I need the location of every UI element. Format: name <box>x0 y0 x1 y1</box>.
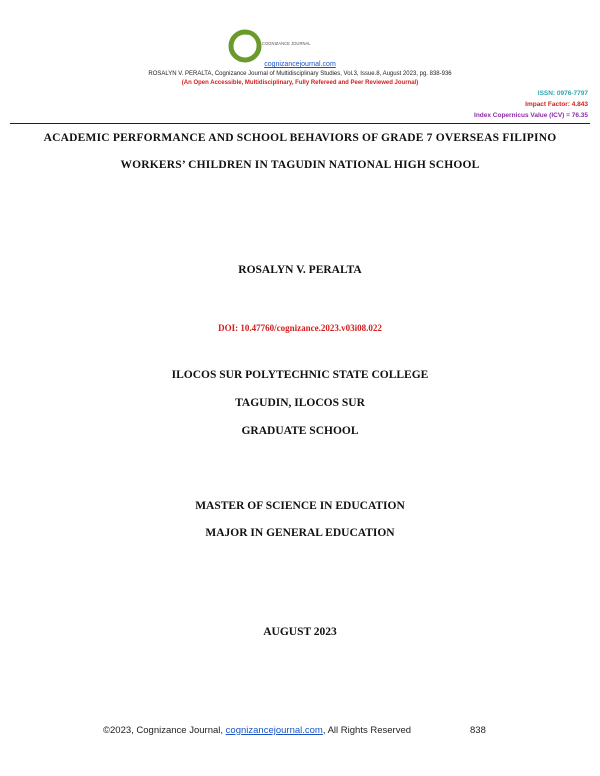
doi-link[interactable]: DOI: 10.47760/cognizance.2023.v03i08.022 <box>218 323 382 333</box>
institution-name: ILOCOS SUR POLYTECHNIC STATE COLLEGE <box>171 369 429 381</box>
icv-label: Index Copernicus Value (ICV) = 76.35 <box>474 112 588 119</box>
impact-factor-label: Impact Factor: 4.843 <box>525 101 588 108</box>
citation-line: ROSALYN V. PERALTA, Cognizance Journal of Multidisciplinary Studies, Vol.3, Issue.8, August 2023, pg. 838-936 <box>148 71 452 77</box>
journal-logo <box>228 28 311 64</box>
degree-name: MASTER OF SCIENCE IN EDUCATION <box>195 500 405 512</box>
issn-label: ISSN: 0976-7797 <box>537 90 588 97</box>
institution-location: TAGUDIN, ILOCOS SUR <box>235 397 365 409</box>
header-divider <box>10 123 590 124</box>
paper-title-line-1: ACADEMIC PERFORMANCE AND SCHOOL BEHAVIORS OF GRADE 7 OVERSEAS FILIPINO <box>43 132 557 144</box>
paper-title-line-2: WORKERS’ CHILDREN IN TAGUDIN NATIONAL HIGH SCHOOL <box>120 159 480 171</box>
footer-site-link[interactable]: cognizancejournal.com <box>225 725 323 736</box>
site-url-link[interactable]: cognizancejournal.com <box>264 61 336 68</box>
logo-text: COGNIZANCE JOURNAL <box>262 41 311 46</box>
copyright-prefix: ©2023, Cognizance Journal, <box>103 725 226 736</box>
page-number: 838 <box>470 725 486 736</box>
footer-copyright <box>103 725 411 736</box>
school-name: GRADUATE SCHOOL <box>241 425 359 437</box>
copyright-suffix: , All Rights Reserved <box>322 725 412 736</box>
journal-tagline: (An Open Accessible, Multidisciplinary, Fully Refereed and Peer Reviewed Journal) <box>181 80 419 86</box>
degree-major: MAJOR IN GENERAL EDUCATION <box>205 527 395 539</box>
author-name: ROSALYN V. PERALTA <box>238 264 362 276</box>
submission-date: AUGUST 2023 <box>263 626 337 638</box>
